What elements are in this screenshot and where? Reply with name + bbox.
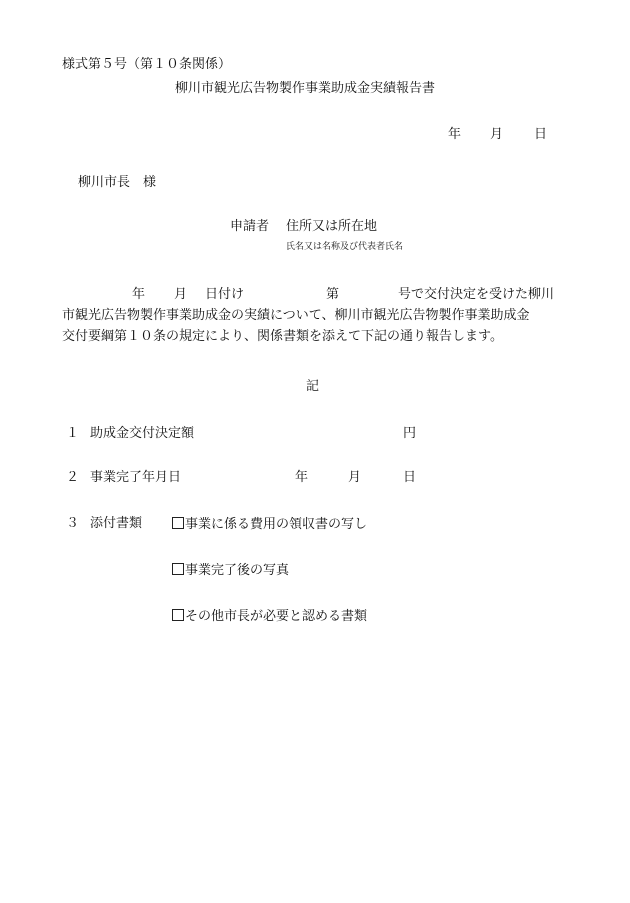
date-year-label: 年 xyxy=(448,127,462,142)
body-dai-label: 第 xyxy=(326,287,340,302)
item-3-number: ３ xyxy=(66,516,80,531)
attachment-label: 事業に係る費用の領収書の写し xyxy=(185,517,368,532)
date-day-label: 日 xyxy=(534,127,548,142)
form-number-label: 様式第５号（第１０条関係） xyxy=(62,57,232,72)
completion-year-label: 年 xyxy=(295,470,309,485)
completion-day-label: 日 xyxy=(403,470,417,485)
item-3-label: 添付書類 xyxy=(90,516,143,531)
item-1-unit: 円 xyxy=(403,426,417,441)
body-line-2: 市観光広告物製作事業助成金の実績について、柳川市観光広告物製作事業助成金 xyxy=(62,308,530,323)
body-year-label: 年 xyxy=(132,287,146,302)
attachment-label: 事業完了後の写真 xyxy=(185,563,290,578)
body-day-ref-label: 日付け xyxy=(205,287,245,302)
attachment-item-photo xyxy=(172,563,289,577)
checkbox-icon xyxy=(172,563,184,575)
body-line1-rest: 号で交付決定を受けた柳川 xyxy=(398,287,555,302)
body-paragraph xyxy=(62,284,574,347)
completion-month-label: 月 xyxy=(348,470,362,485)
checkbox-icon xyxy=(172,609,184,621)
applicant-name-label: 氏名又は名称及び代表者氏名 xyxy=(286,242,404,252)
attachment-item-receipt xyxy=(172,517,367,531)
applicant-label: 申請者 xyxy=(230,219,270,234)
item-1-label: 助成金交付決定額 xyxy=(90,426,195,441)
body-month-label: 月 xyxy=(174,287,188,302)
attachment-label: その他市長が必要と認める書類 xyxy=(185,609,368,624)
date-month-label: 月 xyxy=(490,127,504,142)
item-1-number: １ xyxy=(66,426,80,441)
ki-heading: 記 xyxy=(306,379,320,394)
item-2-number: ２ xyxy=(66,470,80,485)
body-line-3: 交付要綱第１０条の規定により、関係書類を添えて下記の通り報告します。 xyxy=(62,329,503,344)
applicant-address-label: 住所又は所在地 xyxy=(286,219,378,234)
attachment-item-other xyxy=(172,609,367,623)
addressee: 柳川市長 様 xyxy=(78,175,157,190)
checkbox-icon xyxy=(172,517,184,529)
body-line-1 xyxy=(62,284,574,305)
item-2-label: 事業完了年月日 xyxy=(90,470,182,485)
document-title: 柳川市観光広告物製作事業助成金実績報告書 xyxy=(175,81,436,96)
